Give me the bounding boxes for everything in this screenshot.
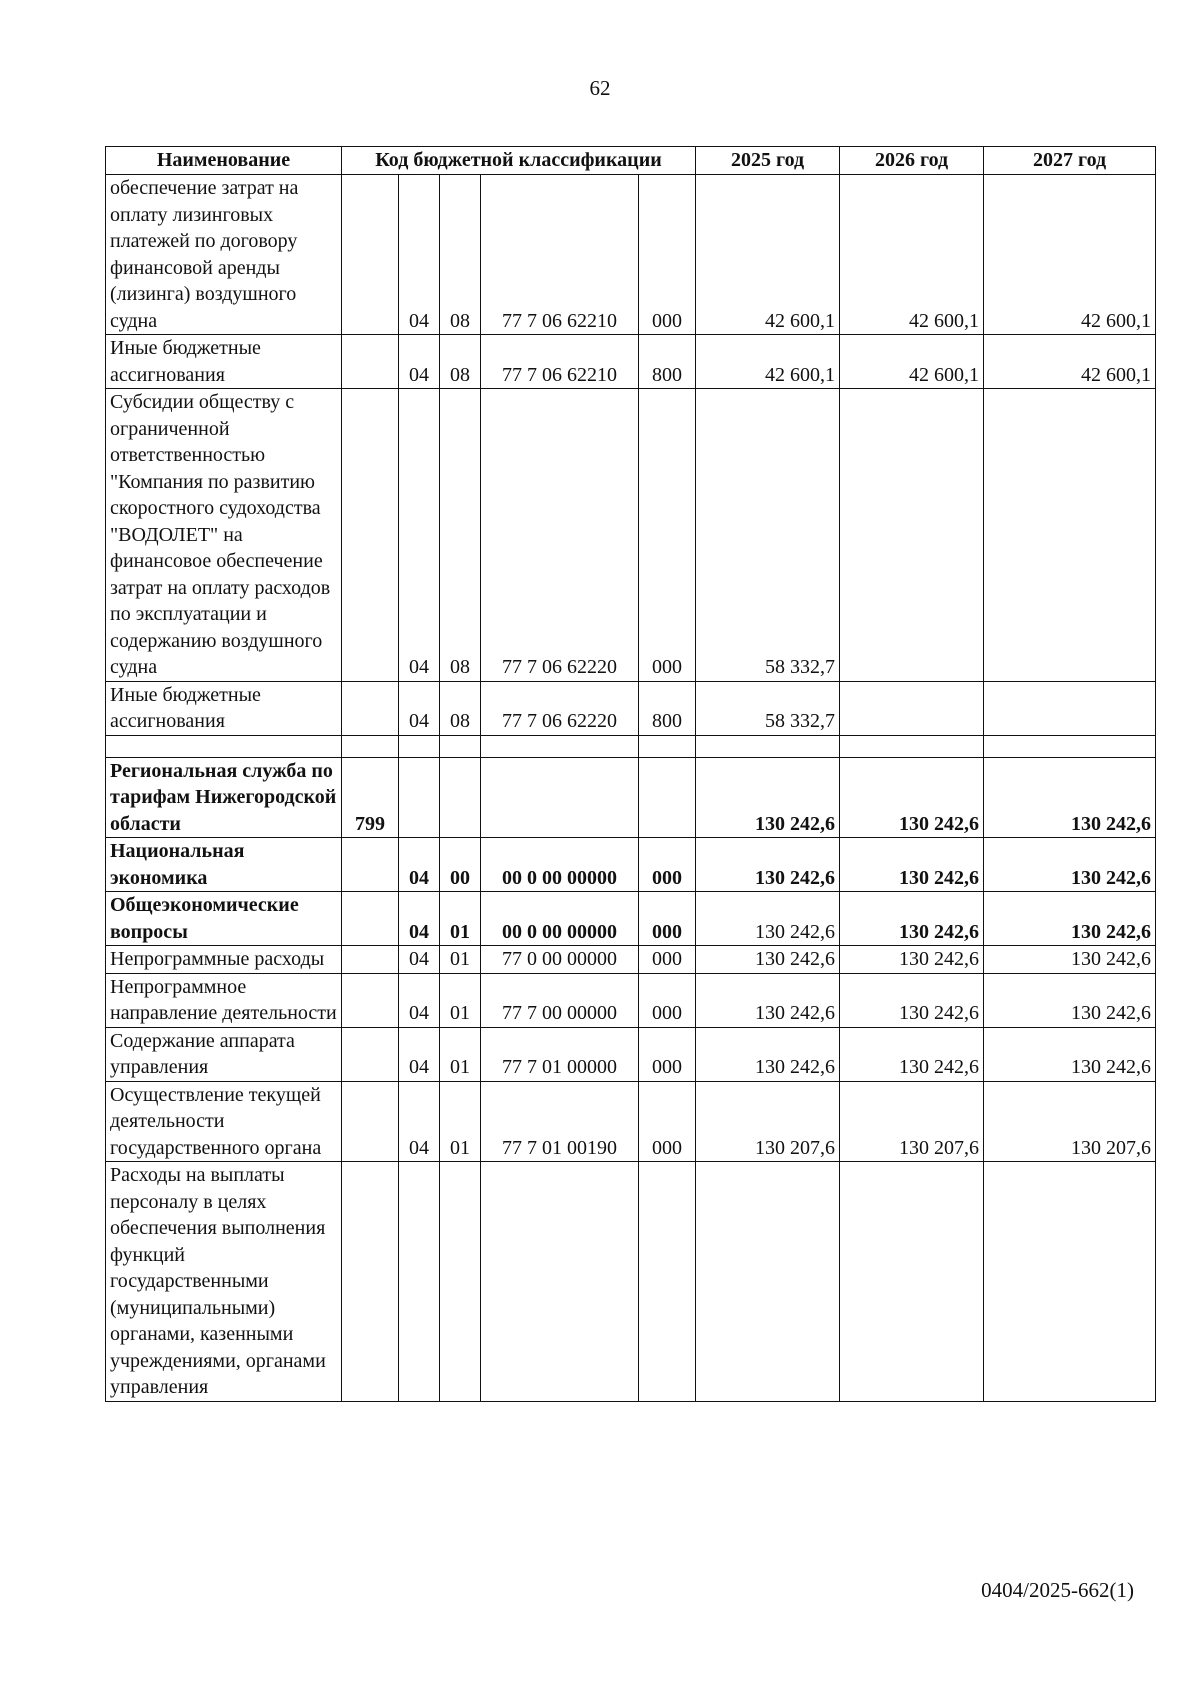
row-2027 (984, 1162, 1156, 1402)
row-csr: 77 7 06 62210 (481, 335, 639, 389)
row-rz: 04 (399, 892, 440, 946)
row-2026 (840, 1162, 984, 1402)
budget-table (105, 146, 1156, 1402)
table-row (106, 973, 1156, 1027)
row-ved (342, 389, 399, 682)
row-name: Иные бюджетные ассигнования (106, 335, 342, 389)
table-row (106, 892, 1156, 946)
row-rz: 04 (399, 175, 440, 335)
row-pr: 01 (440, 973, 481, 1027)
row-pr (440, 1162, 481, 1402)
row-csr: 77 7 06 62220 (481, 389, 639, 682)
row-vr: 000 (639, 946, 696, 974)
header-2026: 2026 год (840, 147, 984, 175)
row-ved (342, 946, 399, 974)
row-2025: 130 207,6 (696, 1081, 840, 1162)
row-csr: 77 7 06 62210 (481, 175, 639, 335)
row-csr: 77 7 06 62220 (481, 681, 639, 735)
row-ved (342, 1081, 399, 1162)
table-row (106, 838, 1156, 892)
row-vr: 000 (639, 973, 696, 1027)
row-name: Иные бюджетные ассигнования (106, 681, 342, 735)
row-vr: 800 (639, 681, 696, 735)
row-2027: 42 600,1 (984, 175, 1156, 335)
row-2027 (984, 681, 1156, 735)
row-rz: 04 (399, 1081, 440, 1162)
row-2026: 130 242,6 (840, 973, 984, 1027)
row-pr: 01 (440, 892, 481, 946)
row-2027 (984, 389, 1156, 682)
row-pr: 01 (440, 1027, 481, 1081)
row-name: Общеэкономические вопросы (106, 892, 342, 946)
row-2025: 130 242,6 (696, 757, 840, 838)
header-name: Наименование (106, 147, 342, 175)
page-number: 62 (589, 76, 611, 100)
row-name: Содержание аппарата управления (106, 1027, 342, 1081)
row-ved (342, 335, 399, 389)
row-2027: 130 242,6 (984, 838, 1156, 892)
row-pr (440, 757, 481, 838)
row-rz: 04 (399, 389, 440, 682)
row-2025: 130 242,6 (696, 892, 840, 946)
row-ved (342, 681, 399, 735)
row-name (106, 735, 342, 757)
row-rz: 04 (399, 681, 440, 735)
row-2026 (840, 681, 984, 735)
row-rz (399, 1162, 440, 1402)
row-csr: 00 0 00 00000 (481, 892, 639, 946)
row-csr: 77 7 00 00000 (481, 973, 639, 1027)
row-2025: 130 242,6 (696, 946, 840, 974)
row-2026: 130 242,6 (840, 892, 984, 946)
row-csr: 00 0 00 00000 (481, 838, 639, 892)
row-2025: 130 242,6 (696, 1027, 840, 1081)
row-csr (481, 735, 639, 757)
row-rz (399, 735, 440, 757)
row-ved (342, 838, 399, 892)
row-2025: 130 242,6 (696, 838, 840, 892)
row-name: Расходы на выплаты персоналу в целях обеспечения выполнения функций государственными (муниципальными) органами, казенными учреждениями, органами управления (106, 1162, 342, 1402)
row-rz (399, 757, 440, 838)
row-vr: 000 (639, 892, 696, 946)
row-name: Национальная экономика (106, 838, 342, 892)
row-2027: 130 242,6 (984, 973, 1156, 1027)
row-2025 (696, 1162, 840, 1402)
table-row (106, 1081, 1156, 1162)
row-2027: 42 600,1 (984, 335, 1156, 389)
row-csr: 77 7 01 00000 (481, 1027, 639, 1081)
row-vr (639, 735, 696, 757)
row-vr (639, 1162, 696, 1402)
row-pr (440, 735, 481, 757)
row-csr (481, 1162, 639, 1402)
row-vr: 000 (639, 389, 696, 682)
header-code: Код бюджетной классификации (342, 147, 696, 175)
row-2026: 42 600,1 (840, 335, 984, 389)
row-ved (342, 892, 399, 946)
table-header-row (106, 147, 1156, 175)
row-name: Непрограммное направление деятельности (106, 973, 342, 1027)
row-pr: 00 (440, 838, 481, 892)
row-rz: 04 (399, 335, 440, 389)
row-vr: 000 (639, 175, 696, 335)
row-2026: 130 242,6 (840, 946, 984, 974)
row-pr: 08 (440, 389, 481, 682)
row-name: Непрограммные расходы (106, 946, 342, 974)
table-row (106, 175, 1156, 335)
row-name: Субсидии обществу с ограниченной ответственностью "Компания по развитию скоростного судоходства "ВОДОЛЕТ" на финансовое обеспечение затрат на оплату расходов по эксплуатации и содержанию воздушного судна (106, 389, 342, 682)
row-pr: 08 (440, 681, 481, 735)
table-row (106, 1162, 1156, 1402)
table-row (106, 335, 1156, 389)
row-2025: 58 332,7 (696, 389, 840, 682)
row-ved (342, 973, 399, 1027)
row-ved: 799 (342, 757, 399, 838)
row-csr: 77 7 01 00190 (481, 1081, 639, 1162)
row-pr: 01 (440, 946, 481, 974)
row-pr: 08 (440, 175, 481, 335)
row-pr: 01 (440, 1081, 481, 1162)
row-rz: 04 (399, 1027, 440, 1081)
row-2027: 130 242,6 (984, 1027, 1156, 1081)
row-2026: 130 242,6 (840, 838, 984, 892)
row-2027: 130 242,6 (984, 757, 1156, 838)
row-ved (342, 175, 399, 335)
row-2026: 130 242,6 (840, 757, 984, 838)
row-2027 (984, 735, 1156, 757)
table-row (106, 946, 1156, 974)
row-2025 (696, 735, 840, 757)
document-number: 0404/2025-662(1) (981, 1578, 1134, 1602)
row-rz: 04 (399, 838, 440, 892)
table-row (106, 757, 1156, 838)
row-name: Осуществление текущей деятельности государственного органа (106, 1081, 342, 1162)
row-2025: 58 332,7 (696, 681, 840, 735)
row-vr: 000 (639, 838, 696, 892)
row-2025: 42 600,1 (696, 335, 840, 389)
row-2025: 130 242,6 (696, 973, 840, 1027)
row-rz: 04 (399, 973, 440, 1027)
header-2025: 2025 год (696, 147, 840, 175)
row-ved (342, 1162, 399, 1402)
row-csr (481, 757, 639, 838)
row-rz: 04 (399, 946, 440, 974)
row-name: Региональная служба по тарифам Нижегородской области (106, 757, 342, 838)
row-2026 (840, 389, 984, 682)
row-vr: 000 (639, 1027, 696, 1081)
table-row-spacer (106, 735, 1156, 757)
row-2027: 130 242,6 (984, 946, 1156, 974)
row-csr: 77 0 00 00000 (481, 946, 639, 974)
row-vr: 000 (639, 1081, 696, 1162)
row-pr: 08 (440, 335, 481, 389)
row-2027: 130 207,6 (984, 1081, 1156, 1162)
row-ved (342, 1027, 399, 1081)
table-row (106, 389, 1156, 682)
row-2026: 130 242,6 (840, 1027, 984, 1081)
row-name: обеспечение затрат на оплату лизинговых платежей по договору финансовой аренды (лизинга) воздушного судна (106, 175, 342, 335)
row-vr (639, 757, 696, 838)
header-2027: 2027 год (984, 147, 1156, 175)
table-row (106, 681, 1156, 735)
row-2026: 42 600,1 (840, 175, 984, 335)
row-vr: 800 (639, 335, 696, 389)
row-2025: 42 600,1 (696, 175, 840, 335)
row-2026 (840, 735, 984, 757)
table-row (106, 1027, 1156, 1081)
row-ved (342, 735, 399, 757)
row-2026: 130 207,6 (840, 1081, 984, 1162)
row-2027: 130 242,6 (984, 892, 1156, 946)
